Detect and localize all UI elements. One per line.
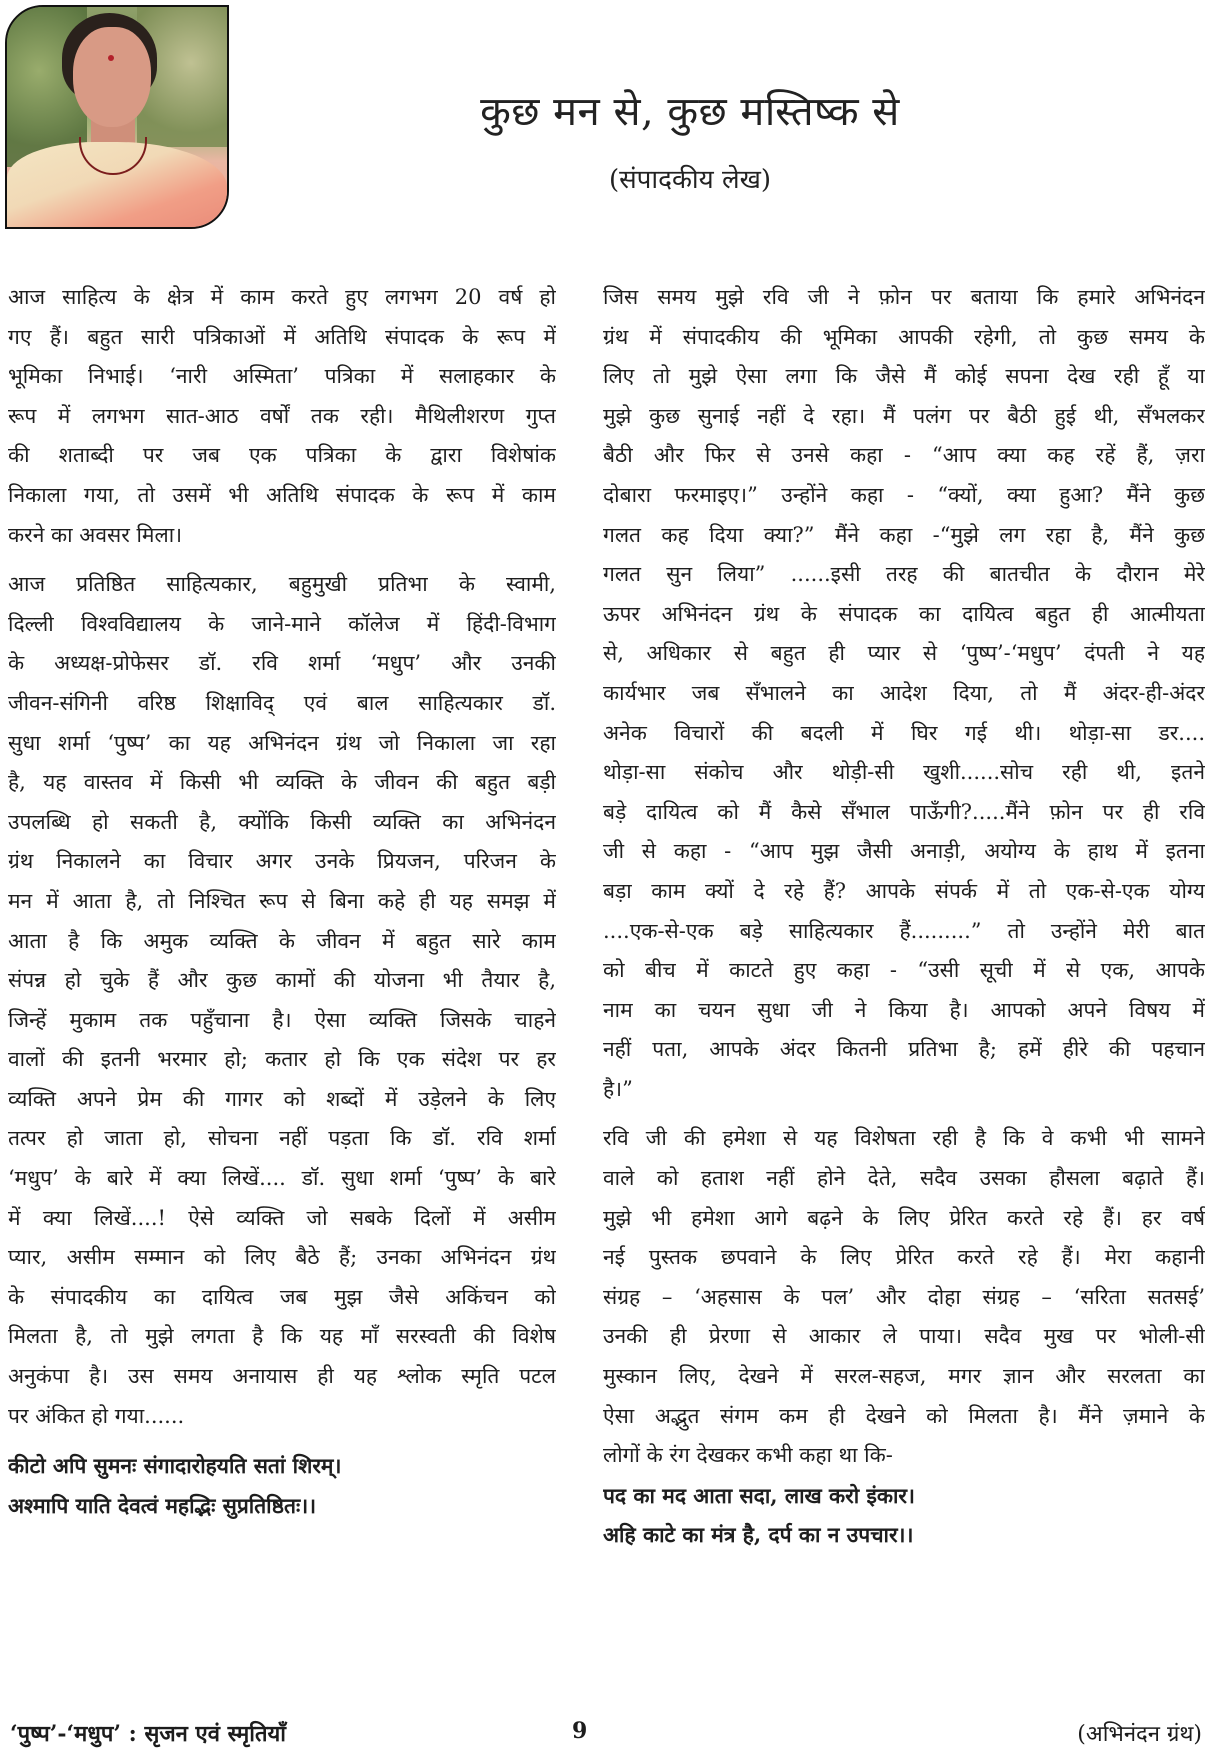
text-line: उपलब्धि हो सकती है, क्योंकि किसी व्यक्ति का अभिनंदन	[8, 809, 556, 834]
text-line: दिल्ली विश्वविद्यालय के जाने-माने कॉलेज में हिंदी-विभाग	[8, 611, 556, 636]
text-line: गलत सुन लिया” ......इसी तरह की बातचीत के दौरान मेरे	[603, 562, 1205, 587]
text-line: है।”	[603, 1076, 633, 1101]
text-line: गए हैं। बहुत सारी पत्रिकाओं में अतिथि संपादक के रूप में	[8, 324, 556, 349]
text-line: कार्यभार जब सँभालने का आदेश दिया, तो मैं अंदर-ही-अंदर	[603, 680, 1205, 705]
text-line: की शताब्दी पर जब एक पत्रिका के द्वारा विशेषांक	[8, 443, 556, 468]
footer-book-title: ‘पुष्प’-‘मधुप’ : सृजन एवं स्मृतियाँ	[10, 1721, 286, 1747]
text-line: जी से कहा - “आप मुझ जैसी अनाड़ी, अयोग्य के हाथ में इतना	[603, 839, 1205, 864]
text-line: ‘मधुप’ के बारे में क्या लिखें.... डॉ. सुधा शर्मा ‘पुष्प’ के बारे	[8, 1166, 556, 1191]
doha-verse	[603, 1476, 1205, 1555]
text-line: जिस समय मुझे रवि जी ने फ़ोन पर बताया कि हमारे अभिनंदन	[603, 285, 1205, 309]
page-number: 9	[572, 1718, 588, 1744]
verse-line: अहि काटे का मंत्र है, दर्प का न उपचार।।	[603, 1522, 914, 1548]
text-line: मुस्कान लिए, देखने में सरल-सहज, मगर ज्ञान और सरलता का	[603, 1364, 1205, 1389]
text-line: थोड़ा-सा संकोच और थोड़ी-सी खुशी......सोच रही थी, इतने	[603, 760, 1205, 785]
text-line: जीवन-संगिनी वरिष्ठ शिक्षाविद् एवं बाल साहित्यकार डॉ.	[8, 690, 556, 715]
text-line: ग्रंथ में संपादकीय की भूमिका आपकी रहेगी, तो कुछ समय के	[603, 324, 1205, 349]
text-line: को बीच में काटते हुए कहा - “उसी सूची में से एक, आपके	[603, 958, 1205, 983]
text-line: नहीं पता, आपके अंदर कितनी प्रतिभा है; हमें हीरे की पहचान	[603, 1037, 1205, 1062]
text-line: संपन्न हो चुके हैं और कुछ कामों की योजना भी तैयार है,	[8, 968, 556, 993]
text-line: वालों की इतनी भरमार हो; कतार हो कि एक संदेश पर हर	[8, 1047, 556, 1072]
text-line: व्यक्ति अपने प्रेम की गागर को शब्दों में उड़ेलने के लिए	[8, 1086, 556, 1111]
text-line: बैठी और फिर से उनसे कहा - “आप क्या कह रहें हैं, ज़रा	[603, 443, 1205, 468]
author-photo	[5, 5, 229, 229]
text-line: संग्रह – ‘अहसास के पल’ और दोहा संग्रह – ‘सरिता सतसई’	[603, 1284, 1205, 1309]
text-line: अनेक विचारों की बदली में घिर गई थी। थोड़ा-सा डर....	[603, 720, 1205, 745]
text-line: के संपादकीय का दायित्व जब मुझ जैसे अकिंचन को	[8, 1284, 556, 1309]
verse-line: पद का मद आता सदा, लाख करो इंकार।	[603, 1482, 915, 1508]
sanskrit-verse	[8, 1446, 556, 1525]
text-line: रवि जी की हमेशा से यह विशेषता रही है कि वे कभी भी सामने	[603, 1126, 1205, 1151]
text-line: बड़े दायित्व को मैं कैसे सँभाल पाऊँगी?.....मैंने फ़ोन पर ही रवि	[603, 799, 1205, 824]
text-line: भूमिका निभाई। ‘नारी अस्मिता’ पत्रिका में सलाहकार के	[8, 364, 556, 389]
text-line: पर अंकित हो गया......	[8, 1403, 185, 1428]
paragraph	[8, 278, 556, 555]
text-line: जिन्हें मुकाम तक पहुँचाना है। ऐसा व्यक्ति जिसके चाहने	[8, 1007, 556, 1032]
text-line: बड़ा काम क्यों दे रहे हैं? आपके संपर्क में तो एक-से-एक योग्य	[603, 878, 1205, 903]
paragraph	[603, 278, 1205, 1109]
text-line: अनुकंपा है। उस समय अनायास ही यह श्लोक स्मृति पटल	[8, 1364, 556, 1389]
text-line: ऊपर अभिनंदन ग्रंथ के संपादक का दायित्व बहुत ही आत्मीयता	[603, 601, 1205, 626]
text-line: दोबारा फरमाइए।” उन्होंने कहा - “क्यों, क्या हुआ? मैंने कुछ	[603, 482, 1205, 507]
text-line: आज प्रतिष्ठित साहित्यकार, बहुमुखी प्रतिभा के स्वामी,	[8, 572, 556, 597]
text-line: नाम का चयन सुधा जी ने किया है। आपको अपने विषय में	[603, 997, 1205, 1022]
text-line: प्यार, असीम सम्मान को लिए बैठे हैं; उनका अभिनंदन ग्रंथ	[8, 1245, 556, 1270]
left-column	[8, 278, 556, 1525]
verse-line: अश्मापि याति देवत्वं महद्भिः सुप्रतिष्ठितः।।	[8, 1492, 317, 1518]
text-line: लिए तो मुझे ऐसा लगा कि जैसे मैं कोई सपना देख रही हूँ या	[603, 364, 1205, 389]
text-line: लोगों के रंग देखकर कभी कहा था कि-	[603, 1443, 893, 1468]
photo-bindi	[108, 55, 114, 61]
text-line: सुधा शर्मा ‘पुष्प’ का यह अभिनंदन ग्रंथ जो निकाला जा रहा	[8, 730, 556, 755]
text-line: ....एक-से-एक बड़े साहित्यकार हैं.........” तो उन्होंने मेरी बात	[603, 918, 1205, 943]
text-line: करने का अवसर मिला।	[8, 522, 183, 547]
page-footer	[0, 1718, 1214, 1750]
paragraph	[603, 1119, 1205, 1475]
paragraph	[8, 565, 556, 1436]
footer-book-type: (अभिनंदन ग्रंथ)	[1077, 1722, 1202, 1747]
text-line: के अध्यक्ष-प्रोफेसर डॉ. रवि शर्मा ‘मधुप’ और उनकी	[8, 651, 556, 676]
verse-line: कीटो अपि सुमनः संगादारोहयति सतां शिरम्।	[8, 1453, 342, 1479]
right-column	[603, 278, 1205, 1555]
text-line: ग्रंथ निकालने का विचार अगर उनके प्रियजन, परिजन के	[8, 849, 556, 874]
text-line: आता है कि अमुक व्यक्ति के जीवन में बहुत सारे काम	[8, 928, 556, 953]
text-line: से, अधिकार से बहुत ही प्यार से ‘पुष्प’-‘मधुप’ दंपती ने यह	[603, 641, 1205, 666]
photo-face	[73, 27, 151, 127]
text-line: नई पुस्तक छपवाने के लिए प्रेरित करते रहे हैं। मेरा कहानी	[603, 1245, 1205, 1270]
text-line: मन में आता है, तो निश्चित रूप से बिना कहे ही यह समझ में	[8, 888, 556, 913]
text-line: मुझे कुछ सुनाई नहीं दे रहा। मैं पलंग पर बैठी हुई थी, सँभलकर	[603, 403, 1205, 428]
article-subtitle: (संपादकीय लेख)	[608, 165, 772, 195]
text-line: मिलता है, तो मुझे लगता है कि यह माँ सरस्वती की विशेष	[8, 1324, 556, 1349]
text-line: है, यह वास्तव में किसी भी व्यक्ति के जीवन की बहुत बड़ी	[8, 770, 556, 795]
text-line: गलत कह दिया क्या?” मैंने कहा -“मुझे लग रहा है, मैंने कुछ	[603, 522, 1205, 547]
text-line: निकाला गया, तो उसमें भी अतिथि संपादक के रूप में काम	[8, 482, 556, 507]
text-line: मुझे भी हमेशा आगे बढ़ने के लिए प्रेरित करते रहे हैं। हर वर्ष	[603, 1205, 1205, 1230]
text-line: तत्पर हो जाता हो, सोचना नहीं पड़ता कि डॉ. रवि शर्मा	[8, 1126, 556, 1151]
text-line: वाले को हताश नहीं होने देते, सदैव उसका हौसला बढ़ाते हैं।	[603, 1166, 1205, 1191]
text-line: आज साहित्य के क्षेत्र में काम करते हुए लगभग 20 वर्ष हो	[8, 285, 556, 309]
text-line: उनकी ही प्रेरणा से आकार ले पाया। सदैव मुख पर भोली-सी	[603, 1324, 1205, 1349]
text-line: रूप में लगभग सात-आठ वर्षों तक रही। मैथिलीशरण गुप्त	[8, 403, 556, 428]
text-line: ऐसा अद्भुत संगम कम ही देखने को मिलता है। मैंने ज़माने के	[603, 1403, 1205, 1428]
article-title: कुछ मन से, कुछ मस्तिष्क से	[480, 89, 900, 135]
text-line: में क्या लिखें....! ऐसे व्यक्ति जो सबके दिलों में असीम	[8, 1205, 556, 1230]
